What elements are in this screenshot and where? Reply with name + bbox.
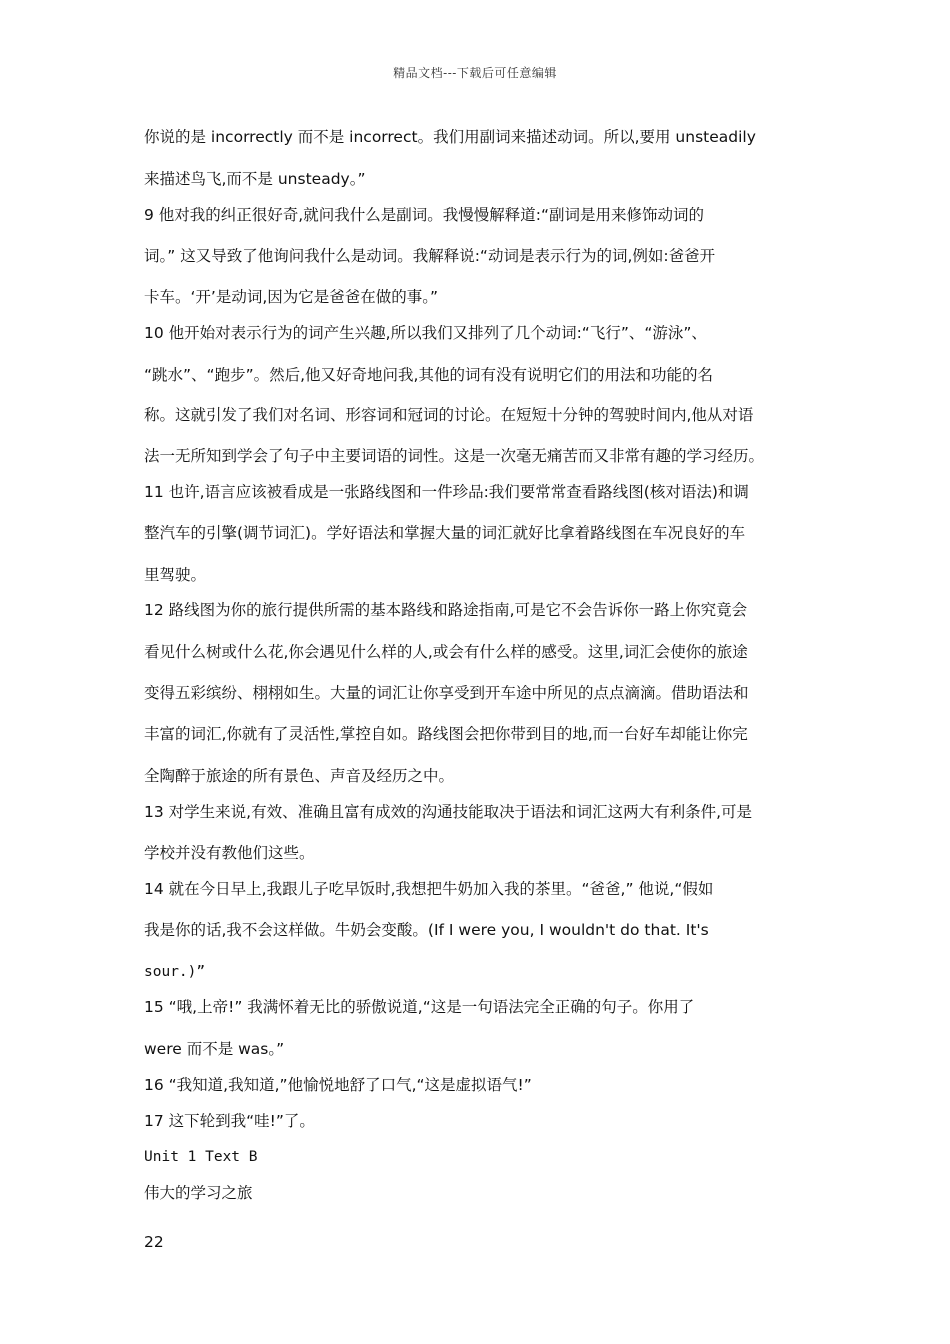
- text-line: 全陶醉于旅途的所有景色、声音及经历之中。: [144, 767, 455, 785]
- text-line: sour.)”: [144, 964, 206, 980]
- text-line: 我是你的话,我不会这样做。牛奶会变酸。(If I were you, I wouldn't do that. It's: [144, 921, 709, 939]
- text-line: 9 他对我的纠正很好奇,就问我什么是副词。我慢慢解释道:“副词是用来修饰动词的: [144, 206, 704, 224]
- text-line: 卡车。‘开’是动词,因为它是爸爸在做的事。”: [144, 288, 439, 306]
- text-line: 来描述鸟飞,而不是 unsteady。”: [144, 170, 366, 188]
- text-line: 看见什么树或什么花,你会遇见什么样的人,或会有什么样的感受。这里,词汇会使你的旅途: [144, 643, 748, 661]
- text-line: 法一无所知到学会了句子中主要词语的词性。这是一次毫无痛苦而又非常有趣的学习经历。: [144, 447, 765, 465]
- section-title: 伟大的学习之旅: [144, 1184, 253, 1202]
- page-number: 22: [144, 1233, 164, 1251]
- text-line: 词。” 这又导致了他询问我什么是动词。我解释说:“动词是表示行为的词,例如:爸爸开: [144, 247, 716, 265]
- text-line: 12 路线图为你的旅行提供所需的基本路线和路途指南,可是它不会告诉你一路上你究竟会: [144, 601, 748, 619]
- text-line: 17 这下轮到我“哇!”了。: [144, 1112, 315, 1130]
- text-line: 你说的是 incorrectly 而不是 incorrect。我们用副词来描述动词。所以,要用 unsteadily: [144, 128, 756, 146]
- text-line: “跳水”、“跑步”。然后,他又好奇地问我,其他的词有没有说明它们的用法和功能的名: [144, 366, 713, 384]
- text-line: 里驾驶。: [144, 566, 207, 584]
- text-line: 16 “我知道,我知道,”他愉悦地舒了口气,“这是虚拟语气!”: [144, 1076, 532, 1094]
- text-line: 整汽车的引擎(调节词汇)。学好语法和掌握大量的词汇就好比拿着路线图在车况良好的车: [144, 524, 746, 542]
- text-line: 13 对学生来说,有效、准确且富有成效的沟通技能取决于语法和词汇这两大有利条件,可是: [144, 803, 753, 821]
- text-line: 15 “哦,上帝!” 我满怀着无比的骄傲说道,“这是一句语法完全正确的句子。你用了: [144, 998, 695, 1016]
- text-line: 10 他开始对表示行为的词产生兴趣,所以我们又排列了几个动词:“飞行”、“游泳”、: [144, 324, 707, 342]
- text-line: 学校并没有教他们这些。: [144, 844, 315, 862]
- document-header: 精品文档---下载后可任意编辑: [393, 66, 557, 80]
- section-heading: Unit 1 Text B: [144, 1149, 258, 1165]
- text-line: 丰富的词汇,你就有了灵活性,掌控自如。路线图会把你带到目的地,而一台好车却能让你完: [144, 725, 748, 743]
- text-line: 称。这就引发了我们对名词、形容词和冠词的讨论。在短短十分钟的驾驶时间内,他从对语: [144, 406, 754, 424]
- text-line: 14 就在今日早上,我跟儿子吃早饭时,我想把牛奶加入我的茶里。“爸爸,” 他说,“假如: [144, 880, 714, 898]
- text-line: 11 也许,语言应该被看成是一张路线图和一件珍品:我们要常常查看路线图(核对语法)和调: [144, 483, 749, 501]
- text-line: were 而不是 was。”: [144, 1040, 285, 1058]
- text-line: 变得五彩缤纷、栩栩如生。大量的词汇让你享受到开车途中所见的点点滴滴。借助语法和: [144, 684, 749, 702]
